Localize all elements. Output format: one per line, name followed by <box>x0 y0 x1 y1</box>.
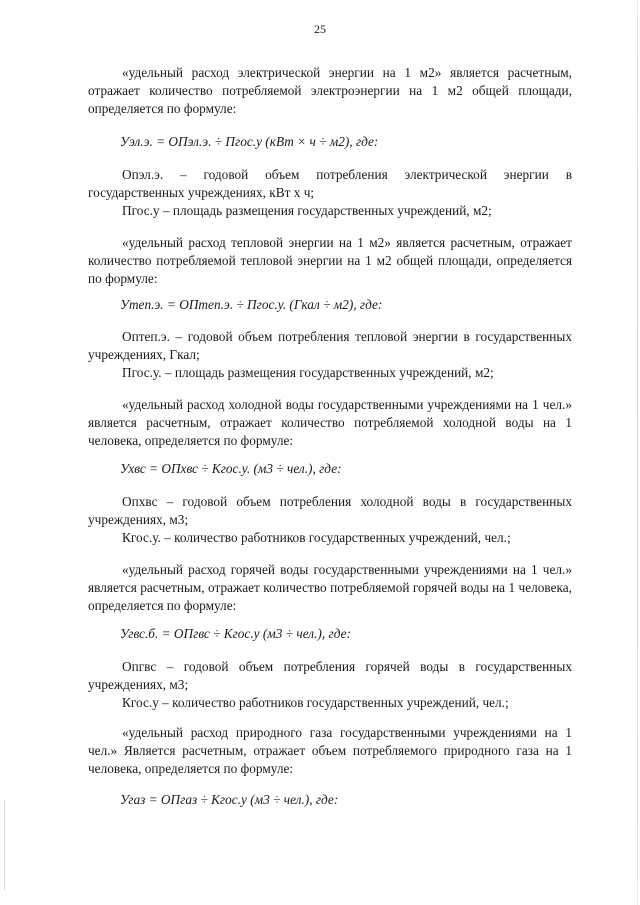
hot-water-intro: «удельный расход горячей воды государственными учреждениями на 1 чел.» является расчетным, отражает количество потребляемой горячей воды на 1 человека, определяется по формуле: <box>88 562 572 613</box>
electricity-intro: «удельный расход электрической энергии на 1 м2» является расчетным, отражает количество потребляемой электроэнергии на 1 м2 общей площади, определяется по формуле: <box>88 65 572 116</box>
heat-definitions <box>88 328 572 382</box>
gas-formula: Угаз = ОПгаз ÷ Кгос.у (м3 ÷ чел.), где: <box>120 792 339 807</box>
hot-water-def-consumption: Опгвс – годовой объем потребления горячей воды в государственных учреждениях, м3; <box>88 659 572 692</box>
cold-water-def-staff: Кгос.у. – количество работников государственных учреждений, чел.; <box>122 530 511 545</box>
cold-water-intro-block <box>88 396 572 450</box>
heat-def-area: Пгос.у. – площадь размещения государственных учреждений, м2; <box>122 365 494 380</box>
hot-water-formula: Угвс.б. = ОПгвс ÷ Кгос.у (м3 ÷ чел.), где: <box>120 626 351 641</box>
hot-water-intro-block <box>88 561 572 615</box>
page-number: 25 <box>314 22 326 36</box>
cold-water-formula: Ухвс = ОПхвс ÷ Кгос.у. (м3 ÷ чел.), где: <box>120 461 342 476</box>
cold-water-intro: «удельный расход холодной воды государственными учреждениями на 1 чел.» является расчетным, отражает количество потребляемой холодной воды на 1 человека, определяется по формуле: <box>88 397 572 448</box>
heat-formula: Утеп.э. = ОПтеп.э. ÷ Пгос.у. (Гкал ÷ м2), где: <box>120 297 383 312</box>
hot-water-definitions <box>88 658 572 712</box>
heat-intro-block <box>88 234 572 288</box>
scan-margin-mark <box>4 800 5 890</box>
cold-water-def-consumption: Опхвс – годовой объем потребления холодной воды в государственных учреждениях, м3; <box>88 494 572 527</box>
electricity-def-consumption: Опэл.э. – годовой объем потребления электрической энергии в государственных учреждениях, кВт х ч; <box>88 167 572 200</box>
electricity-definitions <box>88 166 572 220</box>
gas-intro: «удельный расход природного газа государственными учреждениями на 1 чел.» Является расчетным, отражает объем потребляемого природного газа на 1 человека, определяется по формуле: <box>88 725 572 776</box>
scan-edge-shadow <box>637 0 638 905</box>
cold-water-definitions <box>88 493 572 547</box>
gas-intro-block <box>88 724 572 778</box>
electricity-intro-block <box>88 64 572 118</box>
hot-water-def-staff: Кгос.у – количество работников государственных учреждений, чел.; <box>122 695 509 710</box>
heat-def-consumption: Оптеп.э. – годовой объем потребления тепловой энергии в государственных учреждениях, Гкал; <box>88 329 572 362</box>
electricity-formula: Уэл.э. = ОПэл.э. ÷ Пгос.у (кВт × ч ÷ м2), где: <box>120 134 379 149</box>
heat-intro: «удельный расход тепловой энергии на 1 м2» является расчетным, отражает количество потребляемой тепловой энергии на 1 м2 общей площади, определяется по формуле: <box>88 235 572 286</box>
electricity-def-area: Пгос.у – площадь размещения государственных учреждений, м2; <box>122 203 492 218</box>
